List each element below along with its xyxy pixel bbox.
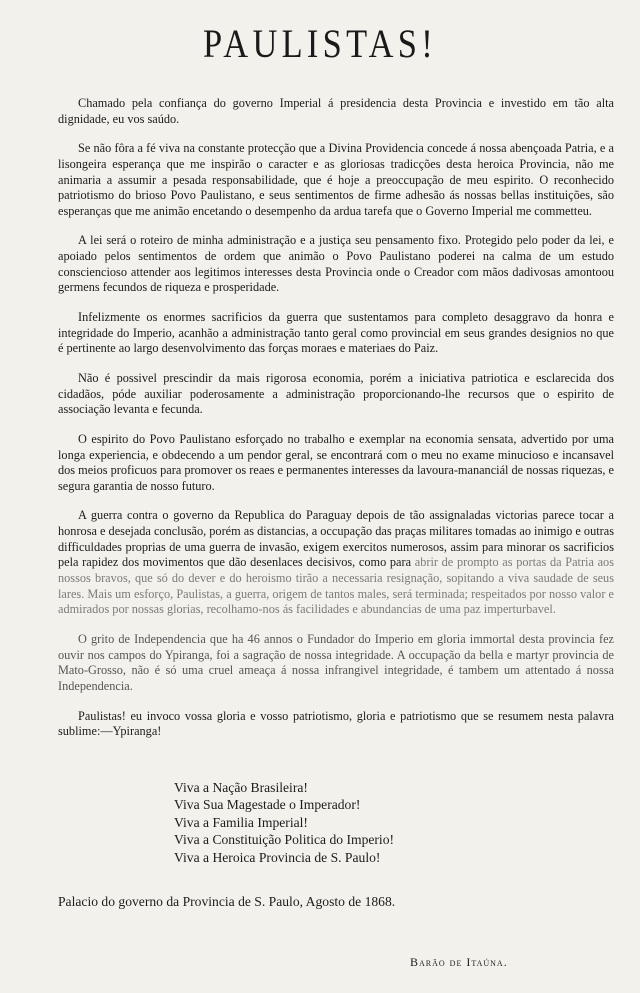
paragraph-war-faded: abrir de prompto as portas da Patria aos nossos bravos, que só do dever e do heroismo tirão a necessaria resignação, sopitando a viva saudade de seus lares. Mais um esforço, Paulistas, a guerra, origem de tantos males, será terminada; respeitados por nosso valor e admirados por nossas glorias, recolhamo-nos ás facilidades e abundancias de uma paz imperturbavel. (58, 555, 614, 617)
viva-line: Viva a Nação Brasileira! (174, 780, 308, 795)
viva-line: Viva Sua Magestade o Imperador! (174, 797, 361, 813)
closing-place-date: Palacio do governo da Provincia de S. Paulo, Agosto de 1868. (58, 894, 396, 909)
paragraph-war (58, 508, 614, 617)
viva-line: Viva a Familia Imperial! (174, 814, 308, 830)
viva-line: Viva a Constituição Politica do Imperio! (174, 832, 395, 848)
signature: Barão de Itaúna. (410, 955, 508, 969)
paragraph-sacrifices: Infelizmente os enormes sacrificios da guerra que sustentamos para completo desaggravo da honra e integridade do Imperio, acanhão a administração tanto geral como provincial em seus grandes designios no que é pertinente ao largo desenvolvimento das forças moraes e materiaes do Paiz. (58, 310, 614, 356)
paragraph-economy: Não é possivel prescindir da mais rigorosa economia, porém a iniciativa patriotica e esclarecida dos cidadãos, póde auxiliar poderosamente a administração proporcionando-lhe recursos que o espirito de associação levanta e fecunda. (58, 370, 614, 417)
paragraph-law: A lei será o roteiro de minha administração e a justiça seu pensamento fixo. Protegido pelo poder da lei, e apoiado pelos sentimentos de ordem que animão o Povo Paulistano poderei na calma de um estudo consciencioso attender aos legitimos interesses desta Provincia onde o Creador com mãos dadivosas amontoou germens fecundos de riqueza e prosperidade. (58, 233, 614, 295)
paragraph-spirit: O espirito do Povo Paulistano esforçado no trabalho e exemplar na economia sensata, advertido por uma longa experiencia, e obdecendo a um pendor geral, se encontrará com o meu no exame minucioso e incansavel dos meios proficuos para promover os reaes e permanentes interesses da lavoura-mananciál de nossas riquezas, e segura garantia de nosso futuro. (58, 431, 614, 493)
paragraph-faith: Se não fôra a fé viva na constante protecção que a Divina Providencia concede á nossa abençoada Patria, e a lisongeira esperança que me inspirão o caracter e as gloriosas tradicções desta heroica Provincia, não me animaria a assumir a pesada responsabilidade, que é hoje a preoccupação de meu espirito. O reconhecido patriotismo do brioso Povo Paulistano, e seus sentimentos de firme adhesão ás nossas bellas instituições, são esperanças que me animão encetando o desempenho da ardua tarefa que o Governo Imperial me commetteu. (58, 141, 614, 218)
paragraph-war-dark: A guerra contra o governo da Republica do Paraguay depois de tão assignaladas victorias parece tocar a honrosa e desejada conclusão, porém as distancias, a occupação das praças militares tomadas ao inimigo e outras difficuldades proprias de uma guerra de invasão, exigem exercitos numerosos, assim para minorar os sacrificios pela rapidez dos movimentos que dão desenlaces decisivos, como para (58, 508, 614, 570)
page-title: PAULISTAS! (203, 21, 437, 66)
proclamation-body (58, 96, 614, 754)
paragraph-greeting: Chamado pela confiança do governo Imperial á presidencia desta Provincia e investido em tão alta dignidade, eu vos saúdo. (58, 96, 614, 126)
viva-line: Viva a Heroica Provincia de S. Paulo! (174, 849, 381, 865)
vivas-list (174, 779, 474, 866)
paragraph-independence: O grito de Independencia que ha 46 annos o Fundador do Imperio em gloria immortal desta provincia fez ouvir nos campos do Ypiranga, foi a sagração de nossa integridade. A occupação da bella e martyr provincia de Mato-Grosso, não é só uma cruel ameaça á nossa infrangivel integridade, é tambem um attentado á nossa Independencia. (58, 631, 614, 693)
paragraph-ypiranga: Paulistas! eu invoco vossa gloria e vosso patriotismo, gloria e patriotismo que se resumem nesta palavra sublime:—Ypiranga! (58, 708, 614, 739)
